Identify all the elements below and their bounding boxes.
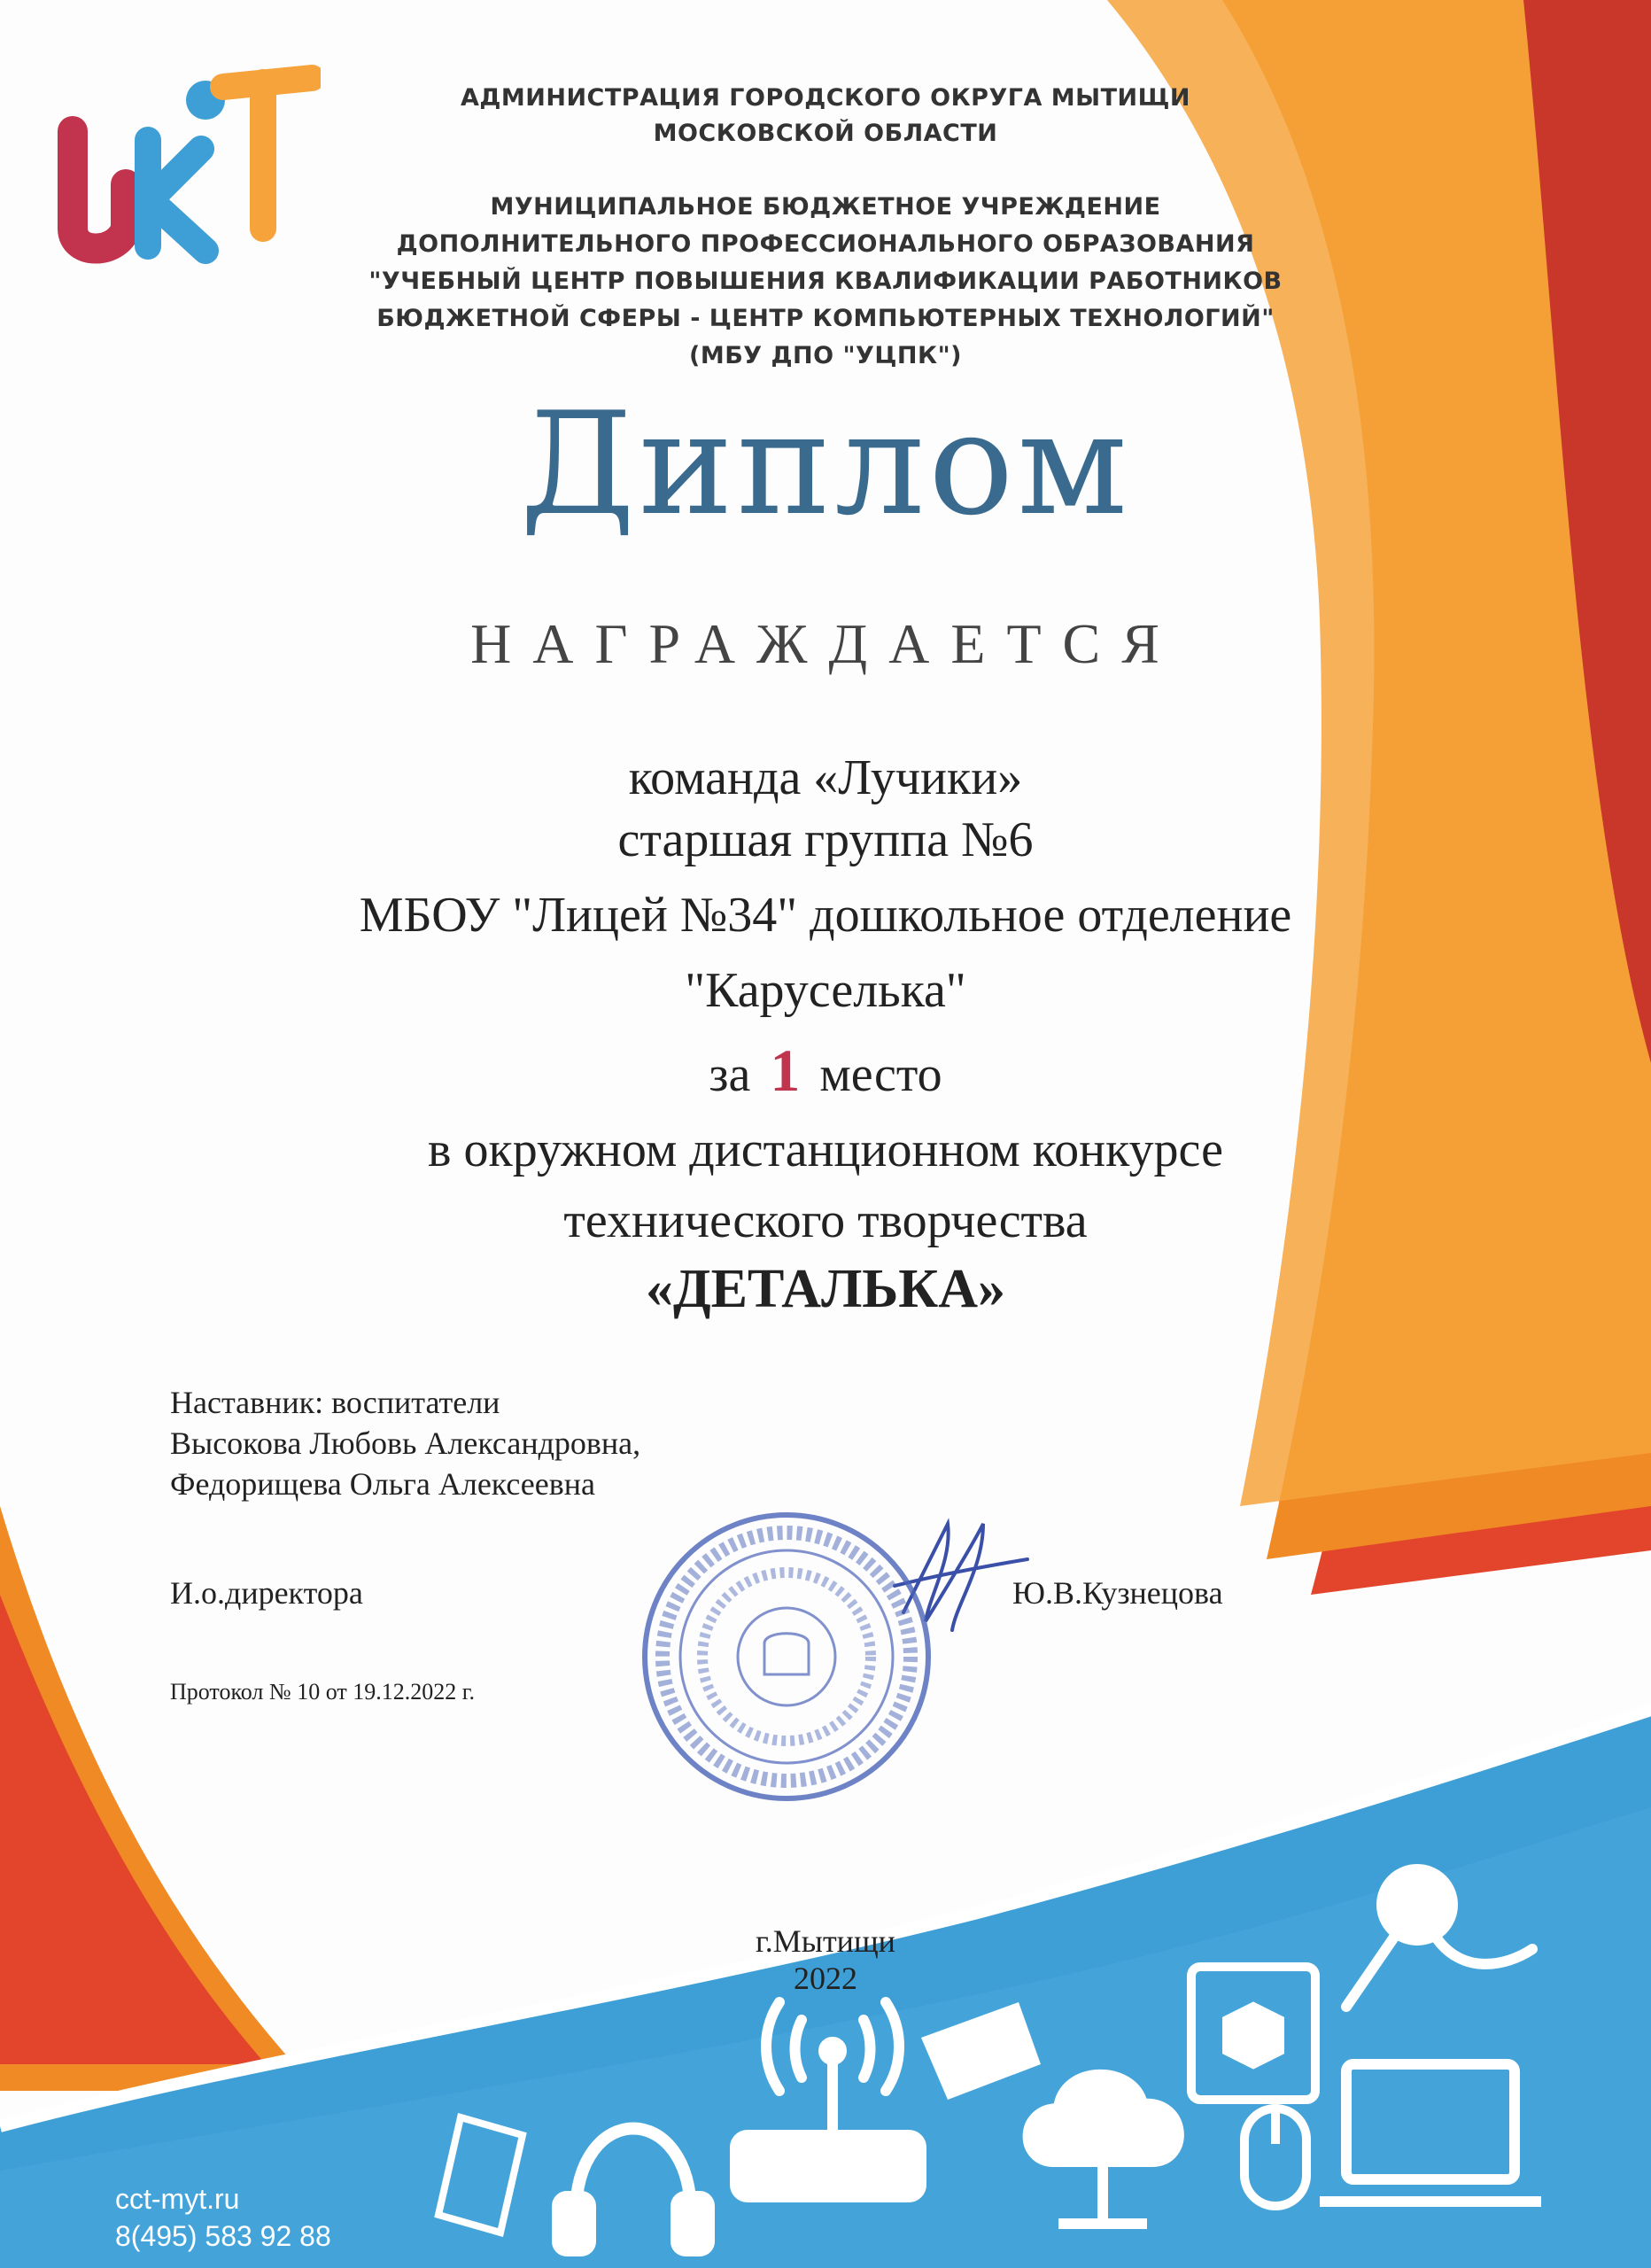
org-line-2: ДОПОЛНИТЕЛЬНОГО ПРОФЕССИОНАЛЬНОГО ОБРАЗОВАНИЯ <box>396 230 1255 258</box>
laptop-icon <box>1320 2064 1541 2202</box>
signature-name: Ю.В.Кузнецова <box>1012 1575 1223 1611</box>
city-name: г.Мытищи <box>756 1923 895 1959</box>
mouse-icon <box>1244 2109 1306 2206</box>
signature-role: И.о.директора <box>170 1575 363 1611</box>
microphone-icon <box>1346 1869 1532 2007</box>
phone-number: 8(495) 583 92 88 <box>115 2220 331 2252</box>
recipient-line-2: старшая группа №6 <box>617 812 1034 867</box>
recipient-line-4: "Каруселька" <box>685 963 966 1018</box>
place-prefix: за <box>709 1047 751 1102</box>
place-suffix: место <box>819 1047 942 1102</box>
recipient-line-1: команда «Лучики» <box>628 750 1023 805</box>
contest-name: «ДЕТАЛЬКА» <box>646 1259 1005 1319</box>
contest-line-2: технического творчества <box>563 1193 1088 1248</box>
cloud-network-icon <box>1028 2075 1179 2224</box>
mentor-block <box>170 1382 640 1504</box>
contest-line-1: в окружном дистанционном конкурсе <box>428 1122 1223 1177</box>
org-line-1: МУНИЦИПАЛЬНОЕ БЮДЖЕТНОЕ УЧРЕЖДЕНИЕ <box>490 193 1161 221</box>
router-icon <box>735 2002 921 2197</box>
protocol-text: Протокол № 10 от 19.12.2022 г. <box>170 1679 475 1705</box>
awarded-heading: НАГРАЖДАЕТСЯ <box>470 612 1181 675</box>
org-line-5: (МБУ ДПО "УЦПК") <box>688 342 962 369</box>
place-number: 1 <box>770 1037 801 1104</box>
org-line-3: "УЧЕБНЫЙ ЦЕНТР ПОВЫШЕНИЯ КВАЛИФИКАЦИИ РАБОТНИКОВ <box>368 268 1283 295</box>
org-line-4: БЮДЖЕТНОЙ СФЕРЫ - ЦЕНТР КОМПЬЮТЕРНЫХ ТЕХНОЛОГИЙ" <box>376 305 1275 332</box>
year: 2022 <box>794 1961 857 1996</box>
website-link[interactable]: cct-myt.ru <box>115 2183 240 2215</box>
headphones-icon <box>558 2129 709 2251</box>
recipient-line-3: МБОУ "Лицей №34" дошкольное отделение <box>359 888 1292 943</box>
page-title: Диплом <box>520 381 1131 547</box>
memory-card-icon <box>921 2002 1041 2100</box>
tech-icons-group <box>0 1683 1651 2268</box>
smartphone-icon <box>438 2117 523 2233</box>
3d-printer-icon <box>1191 1967 1315 2100</box>
mentor-line-3: Федорищева Ольга Алексеевна <box>170 1466 596 1502</box>
mentor-line-1: Наставник: воспитатели <box>170 1385 500 1420</box>
place-line <box>0 1032 1651 1113</box>
mentor-line-2: Высокова Любовь Александровна, <box>170 1425 641 1461</box>
admin-line-1: АДМИНИСТРАЦИЯ ГОРОДСКОГО ОКРУГА МЫТИЩИ <box>460 84 1191 112</box>
admin-line-2: МОСКОВСКОЙ ОБЛАСТИ <box>653 120 998 147</box>
